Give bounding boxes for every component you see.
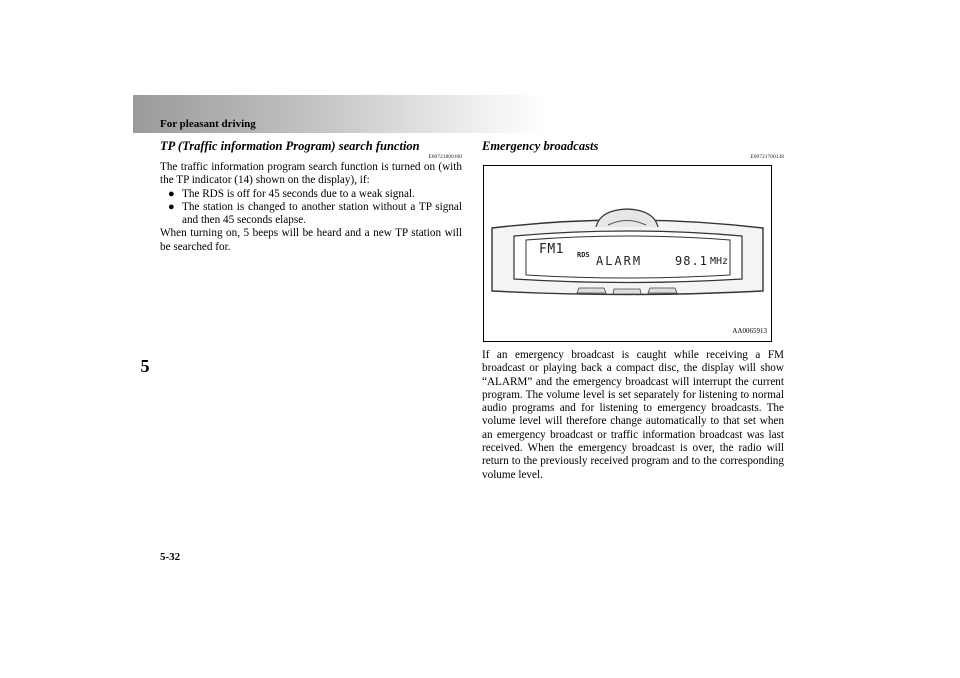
tp-outro-paragraph: When turning on, 5 beeps will be heard and a new TP station will be searched for. — [160, 227, 462, 253]
list-item — [160, 201, 462, 228]
figure-code: AA0065913 — [732, 326, 767, 335]
radio-display-figure — [483, 165, 772, 342]
left-column — [160, 139, 462, 254]
emergency-body-paragraph: If an emergency broadcast is caught while receiving a FM broadcast or playing back a compact disc, the display will show “ALARM” and the emergency broadcast will interrupt the current program. The volume level is set separately for listening to normal audio programs and for listening to emergency broadcasts. The volume level will therefore change automatically to that set when an emergency broadcast or traffic information broadcast was last received. When the emergency broadcast is over, the radio will return to the previously received program and to the corresponding volume level. — [482, 349, 784, 481]
tp-conditions-list — [160, 188, 462, 228]
emergency-heading: Emergency broadcasts — [482, 139, 599, 153]
list-item — [160, 188, 462, 201]
list-item-text: The RDS is off for 45 seconds due to a weak signal. — [182, 187, 415, 200]
bullet-icon: ● — [168, 187, 175, 200]
display-frequency-unit: MHz — [710, 256, 729, 267]
tp-section-code: E00721800100 — [428, 154, 462, 160]
display-band: FM1 — [539, 242, 564, 257]
emergency-section-code: E00721700138 — [750, 154, 784, 160]
list-item-text: The station is changed to another station without a TP signal and then 45 seconds elapse. — [182, 200, 462, 227]
display-rds-indicator: RDS — [577, 251, 590, 259]
display-alarm-message: ALARM — [596, 254, 643, 268]
tp-intro-paragraph: The traffic information program search function is turned on (with the TP indicator (14) shown on the display), if: — [160, 161, 462, 187]
chapter-number: 5 — [140, 356, 150, 376]
display-frequency: 98.1 — [675, 254, 708, 268]
bullet-icon: ● — [168, 200, 175, 213]
page-number: 5-32 — [160, 551, 181, 563]
section-title: For pleasant driving — [160, 118, 256, 130]
right-column — [482, 139, 784, 482]
tp-search-heading: TP (Traffic information Program) search function — [160, 139, 420, 153]
